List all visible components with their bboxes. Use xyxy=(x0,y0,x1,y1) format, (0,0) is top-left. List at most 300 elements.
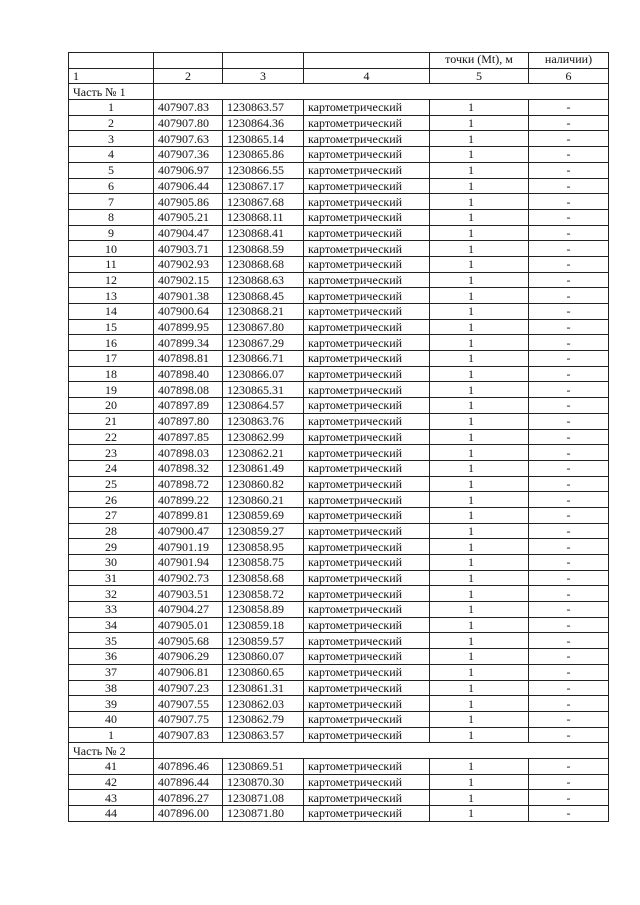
y-coordinate-cell: 1230868.63 xyxy=(223,272,304,288)
precision-cell xyxy=(430,256,529,272)
method-cell: картометрический xyxy=(304,398,430,414)
precision-cell-value: 1 xyxy=(468,774,474,789)
table-row xyxy=(69,790,609,806)
part-label: Часть № 2 xyxy=(69,743,154,759)
availability-cell-value: - xyxy=(566,586,571,601)
table-row xyxy=(69,539,609,555)
column-number: 3 xyxy=(223,68,304,84)
precision-cell xyxy=(430,633,529,649)
y-coordinate-cell: 1230865.14 xyxy=(223,131,304,147)
table-row xyxy=(69,241,609,257)
table-row xyxy=(69,617,609,633)
method-cell: картометрический xyxy=(304,382,430,398)
precision-cell xyxy=(430,209,529,225)
table-row xyxy=(69,100,609,116)
precision-cell xyxy=(430,194,529,210)
y-coordinate-cell: 1230864.57 xyxy=(223,398,304,414)
precision-cell-value: 1 xyxy=(468,100,474,115)
table-row xyxy=(69,413,609,429)
y-coordinate-cell: 1230858.72 xyxy=(223,586,304,602)
point-number-cell: 29 xyxy=(69,539,154,555)
point-number-cell: 9 xyxy=(69,225,154,241)
availability-cell-value: - xyxy=(566,633,571,648)
y-coordinate-cell: 1230860.07 xyxy=(223,649,304,665)
y-coordinate-cell: 1230861.31 xyxy=(223,680,304,696)
availability-cell xyxy=(529,225,609,241)
y-coordinate-cell: 1230867.80 xyxy=(223,319,304,335)
x-coordinate-cell: 407896.27 xyxy=(154,790,223,806)
precision-cell xyxy=(430,319,529,335)
precision-cell-value: 1 xyxy=(468,116,474,131)
availability-cell xyxy=(529,617,609,633)
availability-cell xyxy=(529,680,609,696)
precision-cell xyxy=(430,366,529,382)
availability-cell xyxy=(529,100,609,116)
precision-cell-value: 1 xyxy=(468,571,474,586)
x-coordinate-cell: 407896.46 xyxy=(154,758,223,774)
point-number-cell: 36 xyxy=(69,649,154,665)
precision-cell-value: 1 xyxy=(468,367,474,382)
point-number-cell: 13 xyxy=(69,288,154,304)
point-number-cell: 19 xyxy=(69,382,154,398)
table-row xyxy=(69,319,609,335)
table-row xyxy=(69,194,609,210)
availability-cell-value: - xyxy=(566,351,571,366)
precision-cell xyxy=(430,288,529,304)
availability-cell-value: - xyxy=(566,398,571,413)
header-col6-title: наличии) xyxy=(529,53,609,69)
precision-cell xyxy=(430,774,529,790)
point-number-cell: 10 xyxy=(69,241,154,257)
x-coordinate-cell: 407902.15 xyxy=(154,272,223,288)
y-coordinate-cell: 1230865.86 xyxy=(223,147,304,163)
y-coordinate-cell: 1230859.27 xyxy=(223,523,304,539)
table-row xyxy=(69,649,609,665)
part-header-filler xyxy=(154,84,609,100)
point-number-cell: 35 xyxy=(69,633,154,649)
precision-cell xyxy=(430,476,529,492)
availability-cell xyxy=(529,570,609,586)
precision-cell xyxy=(430,115,529,131)
availability-cell-value: - xyxy=(566,727,571,742)
precision-cell xyxy=(430,523,529,539)
table-row xyxy=(69,523,609,539)
y-coordinate-cell: 1230868.11 xyxy=(223,209,304,225)
table-row xyxy=(69,225,609,241)
availability-cell-value: - xyxy=(566,194,571,209)
availability-cell-value: - xyxy=(566,225,571,240)
point-number-cell: 33 xyxy=(69,602,154,618)
method-cell: картометрический xyxy=(304,539,430,555)
availability-cell-value: - xyxy=(566,414,571,429)
y-coordinate-cell: 1230858.68 xyxy=(223,570,304,586)
x-coordinate-cell: 407902.93 xyxy=(154,256,223,272)
method-cell: картометрический xyxy=(304,774,430,790)
point-number-cell: 6 xyxy=(69,178,154,194)
table-row xyxy=(69,288,609,304)
precision-cell xyxy=(430,162,529,178)
availability-cell-value: - xyxy=(566,492,571,507)
x-coordinate-cell: 407907.75 xyxy=(154,711,223,727)
availability-cell xyxy=(529,492,609,508)
availability-cell xyxy=(529,664,609,680)
x-coordinate-cell: 407906.29 xyxy=(154,649,223,665)
point-number-cell: 39 xyxy=(69,696,154,712)
precision-cell xyxy=(430,241,529,257)
x-coordinate-cell: 407905.21 xyxy=(154,209,223,225)
precision-cell-value: 1 xyxy=(468,257,474,272)
method-cell: картометрический xyxy=(304,319,430,335)
method-cell: картометрический xyxy=(304,727,430,743)
y-coordinate-cell: 1230864.36 xyxy=(223,115,304,131)
method-cell: картометрический xyxy=(304,178,430,194)
x-coordinate-cell: 407905.68 xyxy=(154,633,223,649)
x-coordinate-cell: 407901.38 xyxy=(154,288,223,304)
precision-cell xyxy=(430,460,529,476)
table-row xyxy=(69,131,609,147)
precision-cell-value: 1 xyxy=(468,288,474,303)
table-row xyxy=(69,664,609,680)
method-cell: картометрический xyxy=(304,366,430,382)
point-number-cell: 34 xyxy=(69,617,154,633)
availability-cell xyxy=(529,586,609,602)
availability-cell xyxy=(529,758,609,774)
availability-cell xyxy=(529,335,609,351)
precision-cell xyxy=(430,100,529,116)
point-number-cell: 1 xyxy=(69,100,154,116)
table-row xyxy=(69,366,609,382)
availability-cell xyxy=(529,256,609,272)
method-cell: картометрический xyxy=(304,711,430,727)
precision-cell-value: 1 xyxy=(468,790,474,805)
availability-cell xyxy=(529,209,609,225)
availability-cell xyxy=(529,460,609,476)
x-coordinate-cell: 407899.34 xyxy=(154,335,223,351)
x-coordinate-cell: 407898.72 xyxy=(154,476,223,492)
point-number-cell: 20 xyxy=(69,398,154,414)
method-cell: картометрический xyxy=(304,523,430,539)
header-cell-3 xyxy=(223,53,304,69)
method-cell: картометрический xyxy=(304,507,430,523)
method-cell: картометрический xyxy=(304,335,430,351)
point-number-cell: 18 xyxy=(69,366,154,382)
precision-cell-value: 1 xyxy=(468,618,474,633)
precision-cell xyxy=(430,492,529,508)
precision-cell-value: 1 xyxy=(468,492,474,507)
table-row xyxy=(69,272,609,288)
point-number-cell: 27 xyxy=(69,507,154,523)
point-number-cell: 26 xyxy=(69,492,154,508)
point-number-cell: 12 xyxy=(69,272,154,288)
y-coordinate-cell: 1230868.68 xyxy=(223,256,304,272)
precision-cell-value: 1 xyxy=(468,147,474,162)
x-coordinate-cell: 407904.27 xyxy=(154,602,223,618)
precision-cell-value: 1 xyxy=(468,539,474,554)
precision-cell xyxy=(430,711,529,727)
x-coordinate-cell: 407907.36 xyxy=(154,147,223,163)
precision-cell-value: 1 xyxy=(468,241,474,256)
precision-cell xyxy=(430,602,529,618)
availability-cell-value: - xyxy=(566,555,571,570)
availability-cell-value: - xyxy=(566,774,571,789)
x-coordinate-cell: 407897.89 xyxy=(154,398,223,414)
availability-cell-value: - xyxy=(566,272,571,287)
availability-cell-value: - xyxy=(566,571,571,586)
availability-cell xyxy=(529,194,609,210)
part-header-filler xyxy=(154,743,609,759)
table-row xyxy=(69,429,609,445)
method-cell: картометрический xyxy=(304,162,430,178)
table-row xyxy=(69,460,609,476)
y-coordinate-cell: 1230866.55 xyxy=(223,162,304,178)
precision-cell-value: 1 xyxy=(468,461,474,476)
method-cell: картометрический xyxy=(304,147,430,163)
table-row xyxy=(69,476,609,492)
table-row xyxy=(69,727,609,743)
precision-cell xyxy=(430,649,529,665)
y-coordinate-cell: 1230867.68 xyxy=(223,194,304,210)
y-coordinate-cell: 1230860.21 xyxy=(223,492,304,508)
method-cell: картометрический xyxy=(304,241,430,257)
availability-cell xyxy=(529,523,609,539)
table-row xyxy=(69,147,609,163)
availability-cell xyxy=(529,555,609,571)
availability-cell xyxy=(529,806,609,822)
availability-cell-value: - xyxy=(566,210,571,225)
coordinates-table-body xyxy=(69,53,609,822)
y-coordinate-cell: 1230868.59 xyxy=(223,241,304,257)
x-coordinate-cell: 407907.83 xyxy=(154,727,223,743)
point-number-cell: 38 xyxy=(69,680,154,696)
availability-cell-value: - xyxy=(566,476,571,491)
point-number-cell: 30 xyxy=(69,555,154,571)
precision-cell-value: 1 xyxy=(468,414,474,429)
column-number: 4 xyxy=(304,68,430,84)
method-cell: картометрический xyxy=(304,115,430,131)
point-number-cell: 23 xyxy=(69,445,154,461)
x-coordinate-cell: 407898.81 xyxy=(154,351,223,367)
table-row xyxy=(69,507,609,523)
availability-cell-value: - xyxy=(566,508,571,523)
availability-cell-value: - xyxy=(566,602,571,617)
availability-cell xyxy=(529,319,609,335)
precision-cell xyxy=(430,272,529,288)
availability-cell xyxy=(529,633,609,649)
availability-cell-value: - xyxy=(566,116,571,131)
precision-cell-value: 1 xyxy=(468,429,474,444)
point-number-cell: 32 xyxy=(69,586,154,602)
method-cell: картометрический xyxy=(304,790,430,806)
x-coordinate-cell: 407902.73 xyxy=(154,570,223,586)
y-coordinate-cell: 1230862.21 xyxy=(223,445,304,461)
x-coordinate-cell: 407897.80 xyxy=(154,413,223,429)
x-coordinate-cell: 407907.63 xyxy=(154,131,223,147)
table-row xyxy=(69,680,609,696)
y-coordinate-cell: 1230863.57 xyxy=(223,727,304,743)
availability-cell xyxy=(529,507,609,523)
x-coordinate-cell: 407898.32 xyxy=(154,460,223,476)
precision-cell xyxy=(430,225,529,241)
table-row xyxy=(69,335,609,351)
method-cell: картометрический xyxy=(304,649,430,665)
point-number-cell: 43 xyxy=(69,790,154,806)
availability-cell-value: - xyxy=(566,429,571,444)
precision-cell xyxy=(430,790,529,806)
x-coordinate-cell: 407907.80 xyxy=(154,115,223,131)
availability-cell-value: - xyxy=(566,445,571,460)
precision-cell-value: 1 xyxy=(468,476,474,491)
availability-cell-value: - xyxy=(566,790,571,805)
precision-cell xyxy=(430,539,529,555)
availability-cell xyxy=(529,774,609,790)
availability-cell xyxy=(529,288,609,304)
table-row xyxy=(69,382,609,398)
x-coordinate-cell: 407898.08 xyxy=(154,382,223,398)
availability-cell xyxy=(529,539,609,555)
x-coordinate-cell: 407899.95 xyxy=(154,319,223,335)
point-number-cell: 17 xyxy=(69,351,154,367)
y-coordinate-cell: 1230861.49 xyxy=(223,460,304,476)
point-number-cell: 22 xyxy=(69,429,154,445)
method-cell: картометрический xyxy=(304,272,430,288)
precision-cell-value: 1 xyxy=(468,523,474,538)
precision-cell xyxy=(430,758,529,774)
x-coordinate-cell: 407896.44 xyxy=(154,774,223,790)
precision-cell xyxy=(430,429,529,445)
part-header-row xyxy=(69,84,609,100)
availability-cell xyxy=(529,304,609,320)
precision-cell-value: 1 xyxy=(468,210,474,225)
y-coordinate-cell: 1230868.41 xyxy=(223,225,304,241)
x-coordinate-cell: 407899.81 xyxy=(154,507,223,523)
availability-cell-value: - xyxy=(566,288,571,303)
x-coordinate-cell: 407896.00 xyxy=(154,806,223,822)
x-coordinate-cell: 407904.47 xyxy=(154,225,223,241)
precision-cell xyxy=(430,147,529,163)
method-cell: картометрический xyxy=(304,413,430,429)
x-coordinate-cell: 407905.01 xyxy=(154,617,223,633)
point-number-cell: 44 xyxy=(69,806,154,822)
y-coordinate-cell: 1230858.89 xyxy=(223,602,304,618)
availability-cell-value: - xyxy=(566,100,571,115)
method-cell: картометрический xyxy=(304,696,430,712)
method-cell: картометрический xyxy=(304,194,430,210)
table-row xyxy=(69,570,609,586)
availability-cell-value: - xyxy=(566,712,571,727)
precision-cell xyxy=(430,586,529,602)
method-cell: картометрический xyxy=(304,555,430,571)
point-number-cell: 14 xyxy=(69,304,154,320)
method-cell: картометрический xyxy=(304,209,430,225)
precision-cell-value: 1 xyxy=(468,225,474,240)
precision-cell-value: 1 xyxy=(468,272,474,287)
availability-cell-value: - xyxy=(566,382,571,397)
availability-cell xyxy=(529,178,609,194)
precision-cell xyxy=(430,335,529,351)
availability-cell-value: - xyxy=(566,367,571,382)
availability-cell-value: - xyxy=(566,163,571,178)
method-cell: картометрический xyxy=(304,429,430,445)
x-coordinate-cell: 407903.71 xyxy=(154,241,223,257)
method-cell: картометрический xyxy=(304,225,430,241)
point-number-cell: 42 xyxy=(69,774,154,790)
y-coordinate-cell: 1230867.29 xyxy=(223,335,304,351)
header-col5-title: точки (Mt), м xyxy=(430,53,529,69)
availability-cell xyxy=(529,602,609,618)
x-coordinate-cell: 407907.83 xyxy=(154,100,223,116)
table-row xyxy=(69,758,609,774)
precision-cell xyxy=(430,570,529,586)
method-cell: картометрический xyxy=(304,806,430,822)
table-row xyxy=(69,774,609,790)
availability-cell xyxy=(529,131,609,147)
precision-cell xyxy=(430,304,529,320)
availability-cell-value: - xyxy=(566,335,571,350)
precision-cell-value: 1 xyxy=(468,696,474,711)
precision-cell-value: 1 xyxy=(468,759,474,774)
precision-cell xyxy=(430,351,529,367)
availability-cell xyxy=(529,366,609,382)
y-coordinate-cell: 1230869.51 xyxy=(223,758,304,774)
x-coordinate-cell: 407903.51 xyxy=(154,586,223,602)
availability-cell-value: - xyxy=(566,241,571,256)
y-coordinate-cell: 1230871.08 xyxy=(223,790,304,806)
precision-cell-value: 1 xyxy=(468,712,474,727)
method-cell: картометрический xyxy=(304,570,430,586)
method-cell: картометрический xyxy=(304,445,430,461)
precision-cell-value: 1 xyxy=(468,649,474,664)
precision-cell-value: 1 xyxy=(468,445,474,460)
y-coordinate-cell: 1230866.07 xyxy=(223,366,304,382)
y-coordinate-cell: 1230871.80 xyxy=(223,806,304,822)
y-coordinate-cell: 1230868.45 xyxy=(223,288,304,304)
y-coordinate-cell: 1230862.03 xyxy=(223,696,304,712)
precision-cell-value: 1 xyxy=(468,806,474,821)
header-row-numbers xyxy=(69,68,609,84)
method-cell: картометрический xyxy=(304,476,430,492)
precision-cell-value: 1 xyxy=(468,727,474,742)
y-coordinate-cell: 1230860.65 xyxy=(223,664,304,680)
availability-cell xyxy=(529,445,609,461)
header-cell-1 xyxy=(69,53,154,69)
availability-cell-value: - xyxy=(566,131,571,146)
point-number-cell: 3 xyxy=(69,131,154,147)
header-row-titles xyxy=(69,53,609,69)
y-coordinate-cell: 1230863.57 xyxy=(223,100,304,116)
table-row xyxy=(69,445,609,461)
y-coordinate-cell: 1230867.17 xyxy=(223,178,304,194)
x-coordinate-cell: 407905.86 xyxy=(154,194,223,210)
method-cell: картометрический xyxy=(304,304,430,320)
y-coordinate-cell: 1230860.82 xyxy=(223,476,304,492)
x-coordinate-cell: 407906.44 xyxy=(154,178,223,194)
precision-cell-value: 1 xyxy=(468,633,474,648)
point-number-cell: 5 xyxy=(69,162,154,178)
precision-cell-value: 1 xyxy=(468,163,474,178)
y-coordinate-cell: 1230859.18 xyxy=(223,617,304,633)
precision-cell-value: 1 xyxy=(468,178,474,193)
table-row xyxy=(69,602,609,618)
point-number-cell: 21 xyxy=(69,413,154,429)
y-coordinate-cell: 1230858.75 xyxy=(223,555,304,571)
availability-cell xyxy=(529,476,609,492)
availability-cell xyxy=(529,727,609,743)
y-coordinate-cell: 1230868.21 xyxy=(223,304,304,320)
availability-cell-value: - xyxy=(566,618,571,633)
part-label: Часть № 1 xyxy=(69,84,154,100)
precision-cell xyxy=(430,555,529,571)
x-coordinate-cell: 407897.85 xyxy=(154,429,223,445)
